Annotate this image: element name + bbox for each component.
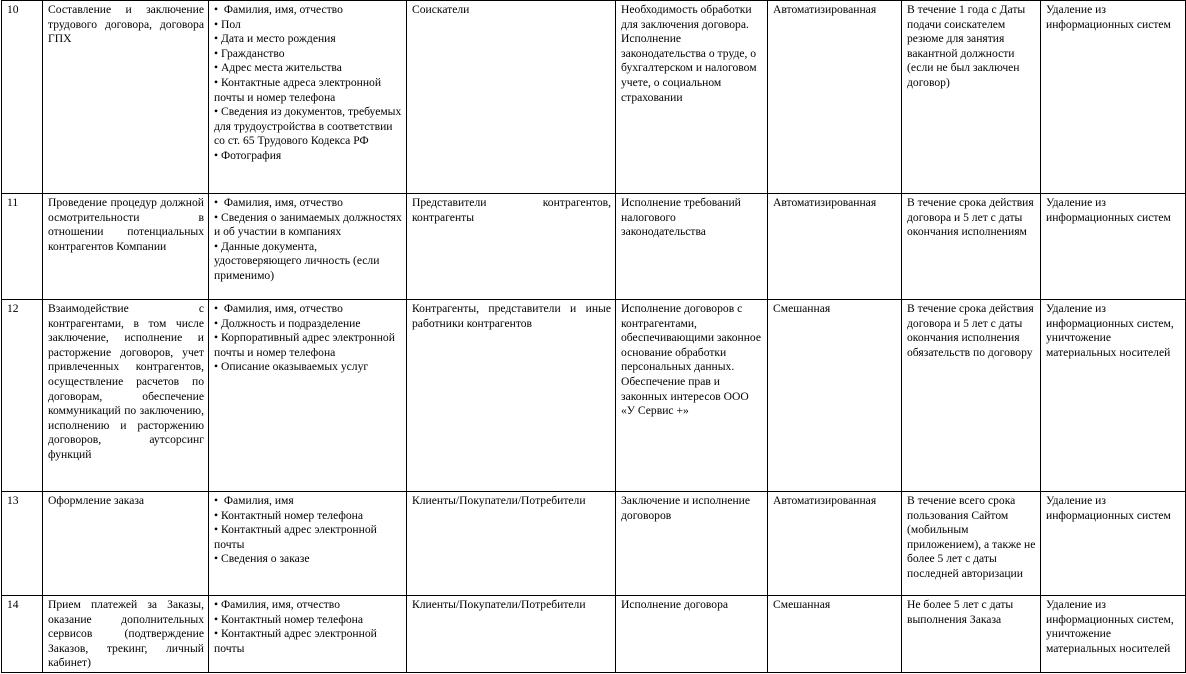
processing-purpose: Составление и заключение трудового договора, договора ГПХ [43,1,209,194]
processing-method: Смешанная [768,300,902,492]
data-category-item: • Сведения о заказе [214,552,402,567]
data-categories-list [209,1,407,194]
data-subjects: Клиенты/Покупатели/Потребители [407,492,616,596]
table-row [2,300,1186,492]
retention-period: Не более 5 лет с даты выполнения Заказа [902,596,1041,673]
destruction-method: Удаление из информационных систем, уничтожение материальных носителей [1041,300,1186,492]
table-row [2,194,1186,300]
data-category-item: • Контактный адрес электронной почты [214,627,402,656]
data-subjects: Контрагенты, представители и иные работники контрагентов [407,300,616,492]
processing-method: Смешанная [768,596,902,673]
destruction-method: Удаление из информационных систем [1041,492,1186,596]
data-category-item: • Должность и подразделение [214,317,402,332]
processing-purpose: Проведение процедур должной осмотрительности в отношении потенциальных контрагентов Компании [43,194,209,300]
retention-period: В течение всего срока пользования Сайтом (мобильным приложением), а также не более 5 лет с даты последней авторизации [902,492,1041,596]
destruction-method: Удаление из информационных систем, уничтожение материальных носителей [1041,596,1186,673]
data-subjects: Клиенты/Покупатели/Потребители [407,596,616,673]
data-category-item: • Фотография [214,149,402,164]
data-category-item: • Гражданство [214,47,402,62]
table-row [2,1,1186,194]
data-category-item: • Данные документа, удостоверяющего личность (если применимо) [214,240,402,284]
data-subjects: Соискатели [407,1,616,194]
table-row [2,596,1186,673]
data-category-item: • Контактный номер телефона [214,613,402,628]
data-category-item: • Пол [214,18,402,33]
processing-purpose: Прием платежей за Заказы, оказание дополнительных сервисов (подтверждение Заказов, трекинг, личный кабинет) [43,596,209,673]
data-category-item: • Описание оказываемых услуг [214,360,402,375]
row-number: 11 [2,194,43,300]
processing-method: Автоматизированная [768,1,902,194]
legal-basis: Исполнение договора [616,596,768,673]
data-category-item: • Сведения о занимаемых должностях и об участии в компаниях [214,211,402,240]
data-categories-list [209,492,407,596]
table-row [2,492,1186,596]
row-number: 13 [2,492,43,596]
data-categories-list [209,596,407,673]
data-category-item: • Фамилия, имя, отчество [214,302,402,317]
data-category-item: • Контактный адрес электронной почты [214,523,402,552]
legal-basis: Заключение и исполнение договоров [616,492,768,596]
data-categories-list [209,300,407,492]
data-category-item: • Сведения из документов, требуемых для трудоустройства в соответствии со ст. 65 Трудового Кодекса РФ [214,105,402,149]
processing-method: Автоматизированная [768,194,902,300]
processing-purpose: Взаимодействие с контрагентами, в том числе заключение, исполнение и расторжение договоров, учет привлеченных контрагентов, осуществление расчетов по договорам, обеспечение коммуникаций по заключению, исполнению и расторжению договоров, аутсорсинг функций [43,300,209,492]
data-category-item: • Адрес места жительства [214,61,402,76]
personal-data-processing-table [1,0,1186,673]
retention-period: В течение срока действия договора и 5 лет с даты окончания исполнениям [902,194,1041,300]
retention-period: В течение 1 года с Даты подачи соискателем резюме для занятия вакантной должности (если не был заключен договор) [902,1,1041,194]
legal-basis: Необходимость обработки для заключения договора. Исполнение законодательства о труде, о бухгалтерском и налоговом учете, о социальном страховании [616,1,768,194]
processing-purpose: Оформление заказа [43,492,209,596]
data-categories-list [209,194,407,300]
processing-method: Автоматизированная [768,492,902,596]
data-category-item: • Контактные адреса электронной почты и номер телефона [214,76,402,105]
data-category-item: • Фамилия, имя, отчество [214,3,402,18]
row-number: 10 [2,1,43,194]
data-subjects: Представители контрагентов, контрагенты [407,194,616,300]
legal-basis: Исполнение договоров с контрагентами, обеспечивающими законное основание обработки персональных данных. Обеспечение прав и законных интересов ООО «У Сервис +» [616,300,768,492]
data-category-item: • Корпоративный адрес электронной почты и номер телефона [214,331,402,360]
data-category-item: • Фамилия, имя, отчество [214,196,402,211]
row-number: 12 [2,300,43,492]
data-category-item: • Фамилия, имя, отчество [214,598,402,613]
destruction-method: Удаление из информационных систем [1041,1,1186,194]
data-category-item: • Дата и место рождения [214,32,402,47]
row-number: 14 [2,596,43,673]
data-category-item: • Фамилия, имя [214,494,402,509]
retention-period: В течение срока действия договора и 5 лет с даты окончания исполнения обязательств по договору [902,300,1041,492]
destruction-method: Удаление из информационных систем [1041,194,1186,300]
data-category-item: • Контактный номер телефона [214,509,402,524]
legal-basis: Исполнение требований налогового законодательства [616,194,768,300]
